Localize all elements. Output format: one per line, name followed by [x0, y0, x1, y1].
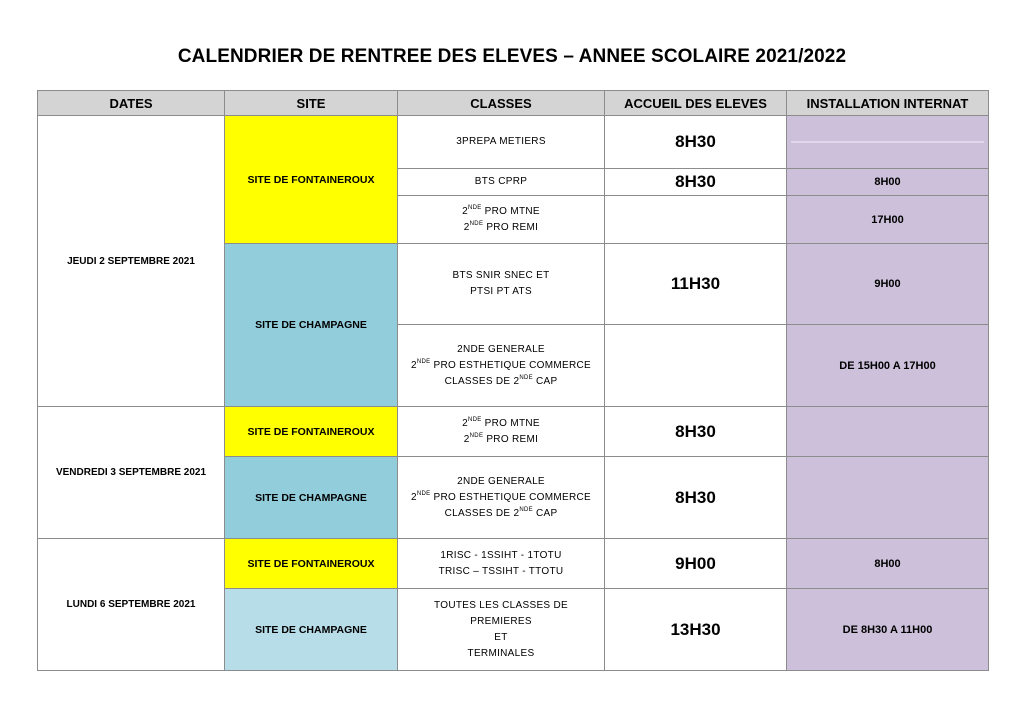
internat-cell [787, 457, 989, 539]
internat-cell: DE 8H30 A 11H00 [787, 589, 989, 671]
table-row [38, 539, 989, 589]
class-line: 2NDE GENERALE [457, 343, 545, 355]
classes-cell [398, 589, 605, 671]
class-line: PTSI PT ATS [470, 286, 532, 297]
accueil-cell [605, 196, 787, 244]
accueil-cell: 8H30 [605, 169, 787, 196]
internat-cell: 8H00 [787, 169, 989, 196]
accueil-cell: 11H30 [605, 244, 787, 325]
internat-cell: 17H00 [787, 196, 989, 244]
table-row [38, 116, 989, 169]
classes-cell [398, 539, 605, 589]
class-line: 2NDE PRO ESTHETIQUE COMMERCE [411, 490, 591, 503]
internat-cell: DE 15H00 A 17H00 [787, 325, 989, 407]
classes-cell [398, 325, 605, 407]
header-accueil: ACCUEIL DES ELEVES [605, 91, 787, 116]
accueil-cell: 8H30 [605, 407, 787, 457]
class-line: TRISC – TSSIHT - TTOTU [438, 565, 564, 577]
class-line: ET [494, 631, 508, 643]
date-cell: VENDREDI 3 SEPTEMBRE 2021 [38, 407, 225, 539]
internat-cell [787, 116, 989, 169]
table-row [38, 407, 989, 457]
site-cell-champagne: SITE DE CHAMPAGNE [225, 244, 398, 407]
class-line: BTS SNIR SNEC ET [452, 270, 550, 281]
class-line: CLASSES DE 2NDE CAP [444, 374, 558, 387]
classes-cell [398, 244, 605, 325]
class-line: 2NDE PRO ESTHETIQUE COMMERCE [411, 358, 591, 371]
class-line: 2NDE PRO REMI [463, 432, 539, 445]
class-line: 2NDE PRO REMI [463, 220, 539, 233]
class-line: TOUTES LES CLASSES DE [434, 599, 568, 611]
internat-cell [787, 407, 989, 457]
accueil-cell: 8H30 [605, 116, 787, 169]
page-title: CALENDRIER DE RENTREE DES ELEVES – ANNEE SCOLAIRE 2021/2022 [177, 46, 847, 67]
classes-cell [398, 196, 605, 244]
header-row [38, 91, 989, 116]
class-line: PREMIERES [470, 615, 532, 627]
schedule-table [37, 90, 989, 671]
internat-cell: 9H00 [787, 244, 989, 325]
header-dates: DATES [38, 91, 225, 116]
accueil-cell: 13H30 [605, 589, 787, 671]
site-cell-champagne: SITE DE CHAMPAGNE [225, 457, 398, 539]
header-site: SITE [225, 91, 398, 116]
classes-cell [398, 407, 605, 457]
accueil-cell: 8H30 [605, 457, 787, 539]
class-line: BTS CPRP [474, 176, 528, 187]
class-line: 2NDE GENERALE [457, 475, 545, 487]
date-cell: JEUDI 2 SEPTEMBRE 2021 [38, 116, 225, 407]
class-line: TERMINALES [467, 647, 535, 659]
classes-cell [398, 116, 605, 169]
site-cell-champagne: SITE DE CHAMPAGNE [225, 589, 398, 671]
site-cell-fontaineroux: SITE DE FONTAINEROUX [225, 539, 398, 589]
accueil-cell: 9H00 [605, 539, 787, 589]
internat-cell: 8H00 [787, 539, 989, 589]
date-cell: LUNDI 6 SEPTEMBRE 2021 [38, 539, 225, 671]
internat-value [791, 141, 984, 143]
class-line: 2NDE PRO MTNE [462, 204, 540, 217]
header-internat: INSTALLATION INTERNAT [787, 91, 989, 116]
classes-cell [398, 457, 605, 539]
header-classes: CLASSES [398, 91, 605, 116]
site-cell-fontaineroux: SITE DE FONTAINEROUX [225, 407, 398, 457]
class-line: 1RISC - 1SSIHT - 1TOTU [440, 549, 562, 561]
class-line: 2NDE PRO MTNE [462, 416, 540, 429]
class-line: 3PREPA METIERS [456, 136, 546, 147]
accueil-cell [605, 325, 787, 407]
site-cell-fontaineroux: SITE DE FONTAINEROUX [225, 116, 398, 244]
classes-cell [398, 169, 605, 196]
class-line: CLASSES DE 2NDE CAP [444, 506, 558, 519]
